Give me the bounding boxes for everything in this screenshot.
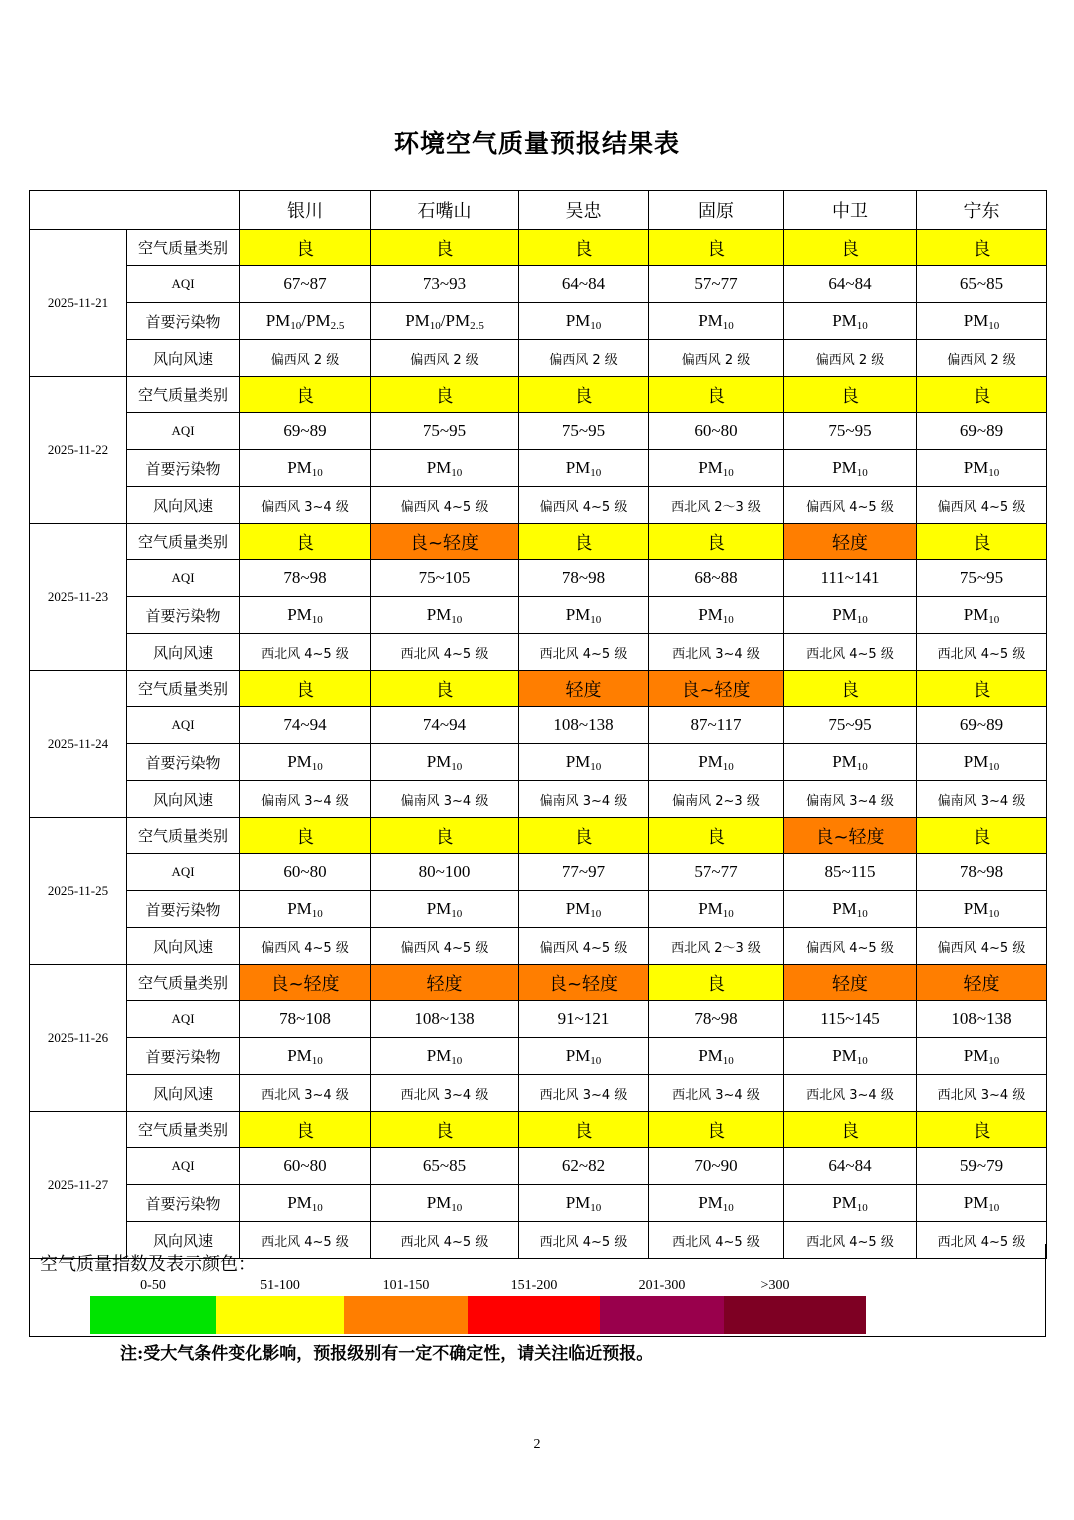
wind-cell: 西北风 4~5 级 bbox=[371, 1222, 519, 1259]
wind-cell: 偏西风 2 级 bbox=[240, 340, 371, 377]
wind-cell: 偏南风 3~4 级 bbox=[519, 781, 649, 818]
legend-color-swatch bbox=[600, 1296, 724, 1334]
date-cell: 2025-11-21 bbox=[30, 230, 127, 377]
aqi-range-cell: 78~98 bbox=[649, 1001, 784, 1038]
primary-pollutant-cell: $PM_{10}$ bbox=[371, 450, 519, 487]
row-category bbox=[30, 671, 1047, 707]
row-label-aqi: AQI bbox=[127, 413, 240, 450]
aqi-category-cell: 良 bbox=[519, 230, 649, 266]
aqi-category-cell: 良 bbox=[519, 818, 649, 854]
aqi-range-cell: 60~80 bbox=[649, 413, 784, 450]
aqi-range-cell: 75~95 bbox=[519, 413, 649, 450]
row-label-wind: 风向风速 bbox=[127, 928, 240, 965]
aqi-category-cell: 良 bbox=[240, 1112, 371, 1148]
wind-cell: 西北风 4~5 级 bbox=[240, 1222, 371, 1259]
aqi-range-cell: 67~87 bbox=[240, 266, 371, 303]
row-label-wind: 风向风速 bbox=[127, 340, 240, 377]
wind-cell: 西北风 3~4 级 bbox=[649, 1075, 784, 1112]
aqi-category-cell: 良 bbox=[917, 1112, 1047, 1148]
aqi-range-cell: 65~85 bbox=[371, 1148, 519, 1185]
wind-cell: 西北风 3~4 级 bbox=[649, 634, 784, 671]
wind-cell: 偏西风 2 级 bbox=[917, 340, 1047, 377]
aqi-category-cell: 良 bbox=[649, 965, 784, 1001]
row-wind bbox=[30, 634, 1047, 671]
forecast-note: 注:受大气条件变化影响，预报级别有一定不确定性，请关注临近预报。 bbox=[120, 1344, 654, 1364]
row-label-pollutant: 首要污染物 bbox=[127, 597, 240, 634]
aqi-category-cell: 良 bbox=[917, 671, 1047, 707]
primary-pollutant-cell: $PM_{10}$ bbox=[917, 450, 1047, 487]
wind-cell: 偏南风 3~4 级 bbox=[784, 781, 917, 818]
aqi-category-cell: 良 bbox=[784, 671, 917, 707]
aqi-category-cell: 良 bbox=[240, 671, 371, 707]
primary-pollutant-cell: $PM_{10}$ bbox=[649, 891, 784, 928]
row-category bbox=[30, 1112, 1047, 1148]
city-header: 石嘴山 bbox=[371, 191, 519, 230]
row-label-wind: 风向风速 bbox=[127, 634, 240, 671]
aqi-category-cell: 良 bbox=[917, 818, 1047, 854]
row-label-category: 空气质量类别 bbox=[127, 818, 240, 854]
wind-cell: 西北风 4~5 级 bbox=[519, 1222, 649, 1259]
legend-range-label: 51-100 bbox=[260, 1278, 300, 1293]
aqi-range-cell: 87~117 bbox=[649, 707, 784, 744]
row-pollutant bbox=[30, 1185, 1047, 1222]
aqi-range-cell: 78~98 bbox=[240, 560, 371, 597]
aqi-category-cell: 良 bbox=[371, 818, 519, 854]
row-pollutant bbox=[30, 1038, 1047, 1075]
city-header: 宁东 bbox=[917, 191, 1047, 230]
wind-cell: 偏西风 2 级 bbox=[371, 340, 519, 377]
aqi-range-cell: 78~98 bbox=[519, 560, 649, 597]
date-cell: 2025-11-24 bbox=[30, 671, 127, 818]
aqi-category-cell: 良 bbox=[371, 377, 519, 413]
city-header: 吴忠 bbox=[519, 191, 649, 230]
primary-pollutant-cell: $PM_{10}$ bbox=[649, 303, 784, 340]
aqi-range-cell: 64~84 bbox=[784, 1148, 917, 1185]
primary-pollutant-cell: $PM_{10}$ bbox=[371, 891, 519, 928]
row-label-category: 空气质量类别 bbox=[127, 377, 240, 413]
wind-cell: 西北风 3~4 级 bbox=[917, 1075, 1047, 1112]
aqi-range-cell: 70~90 bbox=[649, 1148, 784, 1185]
wind-cell: 西北风 2～3 级 bbox=[649, 487, 784, 524]
legend-color-swatch bbox=[90, 1296, 216, 1334]
aqi-category-cell: 轻度 bbox=[917, 965, 1047, 1001]
aqi-category-cell: 良 bbox=[240, 818, 371, 854]
row-pollutant bbox=[30, 597, 1047, 634]
header-blank bbox=[30, 191, 240, 230]
legend-range-label: 151-200 bbox=[510, 1278, 558, 1293]
aqi-category-cell: 良 bbox=[784, 1112, 917, 1148]
page-title: 环境空气质量预报结果表 bbox=[393, 129, 680, 158]
aqi-range-cell: 69~89 bbox=[917, 707, 1047, 744]
row-category bbox=[30, 818, 1047, 854]
row-pollutant bbox=[30, 303, 1047, 340]
row-label-aqi: AQI bbox=[127, 266, 240, 303]
primary-pollutant-cell: $PM_{10}$ bbox=[917, 891, 1047, 928]
wind-cell: 偏南风 3~4 级 bbox=[371, 781, 519, 818]
aqi-category-cell: 良 bbox=[917, 524, 1047, 560]
aqi-range-cell: 78~98 bbox=[917, 854, 1047, 891]
row-label-aqi: AQI bbox=[127, 1148, 240, 1185]
primary-pollutant-cell: $PM_{10}$ bbox=[240, 891, 371, 928]
aqi-category-cell: 轻度 bbox=[784, 524, 917, 560]
aqi-category-cell: 良 bbox=[371, 230, 519, 266]
aqi-category-cell: 轻度 bbox=[519, 671, 649, 707]
wind-cell: 西北风 4~5 级 bbox=[240, 634, 371, 671]
aqi-range-cell: 108~138 bbox=[917, 1001, 1047, 1038]
row-label-category: 空气质量类别 bbox=[127, 965, 240, 1001]
primary-pollutant-cell: $PM_{10}$ bbox=[519, 744, 649, 781]
city-header: 中卫 bbox=[784, 191, 917, 230]
primary-pollutant-cell: $PM_{10}$ bbox=[917, 744, 1047, 781]
aqi-category-cell: 良 bbox=[649, 377, 784, 413]
primary-pollutant-cell: $PM_{10}$ bbox=[240, 1185, 371, 1222]
row-label-aqi: AQI bbox=[127, 560, 240, 597]
aqi-category-cell: 良 bbox=[371, 671, 519, 707]
aqi-range-cell: 69~89 bbox=[917, 413, 1047, 450]
legend-color-bar bbox=[90, 1296, 866, 1334]
aqi-category-cell: 良 bbox=[519, 1112, 649, 1148]
row-label-pollutant: 首要污染物 bbox=[127, 744, 240, 781]
row-label-aqi: AQI bbox=[127, 707, 240, 744]
primary-pollutant-cell: $PM_{10}$ bbox=[371, 1038, 519, 1075]
aqi-category-cell: 良 bbox=[649, 818, 784, 854]
aqi-category-cell: 良~轻度 bbox=[371, 524, 519, 560]
wind-cell: 偏西风 4~5 级 bbox=[371, 487, 519, 524]
aqi-category-cell: 良 bbox=[649, 230, 784, 266]
wind-cell: 偏西风 4~5 级 bbox=[917, 487, 1047, 524]
row-pollutant bbox=[30, 450, 1047, 487]
wind-cell: 西北风 3~4 级 bbox=[784, 1075, 917, 1112]
primary-pollutant-cell: $PM_{10}$ bbox=[649, 450, 784, 487]
wind-cell: 西北风 4~5 级 bbox=[519, 634, 649, 671]
row-aqi bbox=[30, 1001, 1047, 1038]
row-wind bbox=[30, 781, 1047, 818]
aqi-category-cell: 良 bbox=[917, 377, 1047, 413]
wind-cell: 西北风 4~5 级 bbox=[917, 634, 1047, 671]
primary-pollutant-cell: $PM_{10}$ bbox=[784, 1185, 917, 1222]
aqi-range-cell: 75~105 bbox=[371, 560, 519, 597]
primary-pollutant-cell: $PM_{10}$ bbox=[519, 1185, 649, 1222]
aqi-category-cell: 良 bbox=[240, 230, 371, 266]
wind-cell: 偏西风 2 级 bbox=[784, 340, 917, 377]
primary-pollutant-cell: $PM_{10}$ bbox=[519, 597, 649, 634]
row-label-pollutant: 首要污染物 bbox=[127, 303, 240, 340]
wind-cell: 偏西风 4~5 级 bbox=[784, 487, 917, 524]
wind-cell: 偏西风 4~5 级 bbox=[371, 928, 519, 965]
aqi-category-cell: 良 bbox=[519, 377, 649, 413]
primary-pollutant-cell: $PM_{10}$ bbox=[371, 744, 519, 781]
legend-labels bbox=[90, 1278, 870, 1296]
date-cell: 2025-11-22 bbox=[30, 377, 127, 524]
aqi-category-cell: 良~轻度 bbox=[784, 818, 917, 854]
row-pollutant bbox=[30, 891, 1047, 928]
wind-cell: 偏西风 3~4 级 bbox=[240, 487, 371, 524]
aqi-range-cell: 62~82 bbox=[519, 1148, 649, 1185]
wind-cell: 西北风 2～3 级 bbox=[649, 928, 784, 965]
primary-pollutant-cell: $PM_{10}$ bbox=[784, 744, 917, 781]
row-label-wind: 风向风速 bbox=[127, 1222, 240, 1259]
aqi-range-cell: 78~108 bbox=[240, 1001, 371, 1038]
aqi-category-cell: 良 bbox=[917, 230, 1047, 266]
aqi-category-cell: 良~轻度 bbox=[649, 671, 784, 707]
aqi-range-cell: 91~121 bbox=[519, 1001, 649, 1038]
wind-cell: 西北风 4~5 级 bbox=[784, 1222, 917, 1259]
aqi-range-cell: 74~94 bbox=[240, 707, 371, 744]
wind-cell: 偏南风 2~3 级 bbox=[649, 781, 784, 818]
row-label-category: 空气质量类别 bbox=[127, 524, 240, 560]
aqi-range-cell: 75~95 bbox=[784, 707, 917, 744]
legend-color-swatch bbox=[344, 1296, 468, 1334]
wind-cell: 西北风 4~5 级 bbox=[784, 634, 917, 671]
aqi-range-cell: 75~95 bbox=[917, 560, 1047, 597]
aqi-range-cell: 73~93 bbox=[371, 266, 519, 303]
wind-cell: 西北风 4~5 级 bbox=[371, 634, 519, 671]
wind-cell: 偏西风 4~5 级 bbox=[519, 487, 649, 524]
primary-pollutant-cell: $PM_{10}$ bbox=[240, 450, 371, 487]
aqi-range-cell: 68~88 bbox=[649, 560, 784, 597]
wind-cell: 西北风 4~5 级 bbox=[917, 1222, 1047, 1259]
row-label-pollutant: 首要污染物 bbox=[127, 1038, 240, 1075]
aqi-category-cell: 良 bbox=[784, 230, 917, 266]
wind-cell: 西北风 3~4 级 bbox=[240, 1075, 371, 1112]
row-category bbox=[30, 230, 1047, 266]
wind-cell: 西北风 3~4 级 bbox=[371, 1075, 519, 1112]
legend-color-swatch bbox=[216, 1296, 344, 1334]
primary-pollutant-cell: $PM_{10}$ bbox=[371, 1185, 519, 1222]
aqi-category-cell: 良 bbox=[371, 1112, 519, 1148]
legend-range-label: 101-150 bbox=[382, 1278, 430, 1293]
aqi-category-cell: 良 bbox=[784, 377, 917, 413]
row-label-category: 空气质量类别 bbox=[127, 230, 240, 266]
aqi-range-cell: 60~80 bbox=[240, 1148, 371, 1185]
wind-cell: 偏西风 2 级 bbox=[519, 340, 649, 377]
legend-title: 空气质量指数及表示颜色： bbox=[40, 1254, 256, 1275]
row-wind bbox=[30, 928, 1047, 965]
aqi-category-cell: 良 bbox=[240, 524, 371, 560]
forecast-table bbox=[29, 190, 1047, 1259]
row-label-aqi: AQI bbox=[127, 1001, 240, 1038]
wind-cell: 西北风 4~5 级 bbox=[649, 1222, 784, 1259]
primary-pollutant-cell: $PM_{10}$ bbox=[917, 1038, 1047, 1075]
date-cell: 2025-11-26 bbox=[30, 965, 127, 1112]
aqi-range-cell: 64~84 bbox=[519, 266, 649, 303]
primary-pollutant-cell: $PM_{10}$ bbox=[240, 1038, 371, 1075]
row-aqi bbox=[30, 560, 1047, 597]
primary-pollutant-cell: $PM_{10}$ bbox=[649, 1185, 784, 1222]
row-label-pollutant: 首要污染物 bbox=[127, 1185, 240, 1222]
primary-pollutant-cell: $PM_{10}$ bbox=[784, 1038, 917, 1075]
aqi-range-cell: 85~115 bbox=[784, 854, 917, 891]
legend-range-label: >300 bbox=[760, 1278, 790, 1293]
wind-cell: 偏西风 4~5 级 bbox=[917, 928, 1047, 965]
primary-pollutant-cell: $PM_{10}$ bbox=[917, 303, 1047, 340]
row-label-wind: 风向风速 bbox=[127, 487, 240, 524]
wind-cell: 偏西风 4~5 级 bbox=[784, 928, 917, 965]
row-label-aqi: AQI bbox=[127, 854, 240, 891]
primary-pollutant-cell: $PM_{10}$ bbox=[649, 1038, 784, 1075]
aqi-range-cell: 57~77 bbox=[649, 854, 784, 891]
primary-pollutant-cell: $PM_{10}$ bbox=[519, 1038, 649, 1075]
aqi-range-cell: 115~145 bbox=[784, 1001, 917, 1038]
aqi-range-cell: 65~85 bbox=[917, 266, 1047, 303]
wind-cell: 偏南风 3~4 级 bbox=[240, 781, 371, 818]
primary-pollutant-cell: $PM_{10}$ bbox=[649, 744, 784, 781]
primary-pollutant-cell: $PM_{10}$ bbox=[371, 597, 519, 634]
aqi-range-cell: 59~79 bbox=[917, 1148, 1047, 1185]
row-aqi bbox=[30, 707, 1047, 744]
primary-pollutant-cell: $PM_{10}$ bbox=[784, 891, 917, 928]
primary-pollutant-cell: $PM_{10}/PM_{2.5}$ bbox=[240, 303, 371, 340]
row-aqi bbox=[30, 854, 1047, 891]
aqi-category-cell: 良 bbox=[649, 1112, 784, 1148]
row-pollutant bbox=[30, 744, 1047, 781]
row-category bbox=[30, 965, 1047, 1001]
row-aqi bbox=[30, 1148, 1047, 1185]
row-aqi bbox=[30, 266, 1047, 303]
date-cell: 2025-11-23 bbox=[30, 524, 127, 671]
wind-cell: 西北风 3~4 级 bbox=[519, 1075, 649, 1112]
wind-cell: 偏西风 4~5 级 bbox=[240, 928, 371, 965]
primary-pollutant-cell: $PM_{10}$ bbox=[784, 303, 917, 340]
city-header: 银川 bbox=[240, 191, 371, 230]
primary-pollutant-cell: $PM_{10}$ bbox=[784, 450, 917, 487]
legend-range-label: 201-300 bbox=[638, 1278, 686, 1293]
aqi-category-cell: 良 bbox=[519, 524, 649, 560]
aqi-category-cell: 轻度 bbox=[371, 965, 519, 1001]
wind-cell: 偏西风 4~5 级 bbox=[519, 928, 649, 965]
date-cell: 2025-11-27 bbox=[30, 1112, 127, 1259]
row-label-category: 空气质量类别 bbox=[127, 671, 240, 707]
primary-pollutant-cell: $PM_{10}$ bbox=[240, 597, 371, 634]
aqi-category-cell: 良 bbox=[649, 524, 784, 560]
row-label-pollutant: 首要污染物 bbox=[127, 450, 240, 487]
aqi-range-cell: 80~100 bbox=[371, 854, 519, 891]
aqi-range-cell: 69~89 bbox=[240, 413, 371, 450]
row-label-wind: 风向风速 bbox=[127, 1075, 240, 1112]
primary-pollutant-cell: $PM_{10}/PM_{2.5}$ bbox=[371, 303, 519, 340]
row-aqi bbox=[30, 413, 1047, 450]
primary-pollutant-cell: $PM_{10}$ bbox=[917, 597, 1047, 634]
aqi-category-cell: 轻度 bbox=[784, 965, 917, 1001]
aqi-range-cell: 111~141 bbox=[784, 560, 917, 597]
aqi-range-cell: 57~77 bbox=[649, 266, 784, 303]
aqi-legend bbox=[29, 1244, 1046, 1337]
date-cell: 2025-11-25 bbox=[30, 818, 127, 965]
primary-pollutant-cell: $PM_{10}$ bbox=[917, 1185, 1047, 1222]
aqi-range-cell: 64~84 bbox=[784, 266, 917, 303]
row-label-pollutant: 首要污染物 bbox=[127, 891, 240, 928]
primary-pollutant-cell: $PM_{10}$ bbox=[649, 597, 784, 634]
primary-pollutant-cell: $PM_{10}$ bbox=[784, 597, 917, 634]
aqi-range-cell: 108~138 bbox=[519, 707, 649, 744]
row-category bbox=[30, 524, 1047, 560]
legend-color-swatch bbox=[724, 1296, 866, 1334]
aqi-range-cell: 75~95 bbox=[371, 413, 519, 450]
aqi-range-cell: 108~138 bbox=[371, 1001, 519, 1038]
primary-pollutant-cell: $PM_{10}$ bbox=[519, 303, 649, 340]
row-category bbox=[30, 377, 1047, 413]
aqi-category-cell: 良~轻度 bbox=[519, 965, 649, 1001]
aqi-category-cell: 良~轻度 bbox=[240, 965, 371, 1001]
city-header: 固原 bbox=[649, 191, 784, 230]
legend-range-label: 0-50 bbox=[140, 1278, 166, 1293]
wind-cell: 偏西风 2 级 bbox=[649, 340, 784, 377]
primary-pollutant-cell: $PM_{10}$ bbox=[519, 450, 649, 487]
wind-cell: 偏南风 3~4 级 bbox=[917, 781, 1047, 818]
primary-pollutant-cell: $PM_{10}$ bbox=[519, 891, 649, 928]
aqi-range-cell: 75~95 bbox=[784, 413, 917, 450]
page-number: 2 bbox=[533, 1437, 541, 1452]
aqi-range-cell: 77~97 bbox=[519, 854, 649, 891]
row-wind bbox=[30, 487, 1047, 524]
aqi-category-cell: 良 bbox=[240, 377, 371, 413]
row-label-wind: 风向风速 bbox=[127, 781, 240, 818]
row-label-category: 空气质量类别 bbox=[127, 1112, 240, 1148]
legend-color-swatch bbox=[468, 1296, 600, 1334]
row-wind bbox=[30, 1075, 1047, 1112]
primary-pollutant-cell: $PM_{10}$ bbox=[240, 744, 371, 781]
aqi-range-cell: 74~94 bbox=[371, 707, 519, 744]
row-wind bbox=[30, 340, 1047, 377]
aqi-range-cell: 60~80 bbox=[240, 854, 371, 891]
